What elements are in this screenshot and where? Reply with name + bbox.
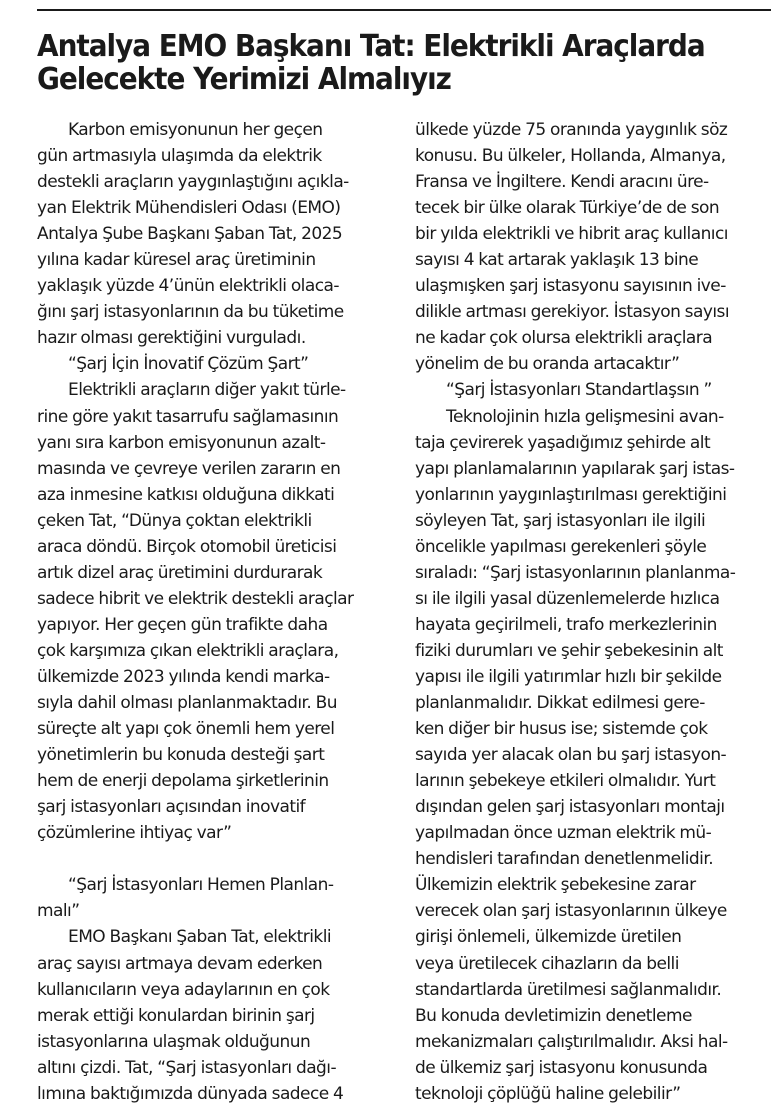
text-line: yapıyor. Her geçen gün trafikte daha: [37, 614, 328, 635]
headline-line: Antalya EMO Başkanı Tat: Elektrikli Araçlarda: [37, 29, 705, 64]
top-rule: [37, 9, 771, 11]
text-line: de ülkemiz şarj istasyonu konusunda: [415, 1057, 708, 1078]
text-line: yapısı ile ilgili yatırımlar hızlı bir şekilde: [415, 666, 722, 687]
text-line: Teknolojinin hızla gelişmesini avan-: [446, 406, 724, 427]
text-line: taja çevirerek yaşadığımız şehirde alt: [415, 432, 711, 453]
text-line: larının şebekeye etkileri olmalıdır. Yurt: [415, 771, 716, 792]
text-line: yönetimlerin bu konuda desteği şart: [37, 745, 325, 766]
text-line: çok karşımıza çıkan elektrikli araçlara,: [37, 640, 339, 661]
text-line: şarj istasyonları açısından inovatif: [37, 797, 306, 818]
text-line: ne kadar çok olursa elektrikli araçlara: [415, 328, 713, 349]
text-line: bir yılda elektrikli ve hibrit araç kullanıcı: [415, 224, 728, 245]
subheading: malı”: [37, 901, 80, 922]
text-line: yan Elektrik Mühendisleri Odası (EMO): [37, 198, 341, 219]
text-line: teknoloji çöplüğü haline gelebilir”: [415, 1083, 681, 1104]
text-line: yönelim de bu oranda artacaktır”: [415, 354, 680, 375]
text-line: Karbon emisyonunun her geçen: [68, 120, 323, 140]
text-line: söyleyen Tat, şarj istasyonları ile ilgili: [415, 510, 706, 531]
text-line: sı ile ilgili yasal düzenlemelerde hızlıca: [415, 588, 720, 609]
text-line: artık dizel araç üretimini durdurarak: [37, 562, 323, 583]
text-line: yonlarının yaygınlaştırılması gerektiğini: [415, 484, 727, 505]
text-line: hem de enerji depolama şirketlerinin: [37, 771, 329, 792]
text-line: ülkemizde 2023 yılında kendi marka-: [37, 666, 330, 687]
text-line: altını çizdi. Tat, “Şarj istasyonları dağı-: [37, 1057, 337, 1078]
text-line: araç sayısı artmaya devam ederken: [37, 953, 323, 974]
text-line: sayıda yer alacak olan bu şarj istasyon-: [415, 745, 727, 766]
text-line: EMO Başkanı Şaban Tat, elektrikli: [68, 927, 332, 948]
text-line: hazır olması gerektiğini vurguladı.: [37, 328, 306, 349]
text-line: araca döndü. Birçok otomobil üreticisi: [37, 536, 337, 557]
text-line: Ülkemizin elektrik şebekesine zarar: [415, 875, 696, 896]
text-line: veya üretilecek cihazların da belli: [415, 953, 679, 974]
text-line: yaklaşık yüzde 4’ünün elektrikli olaca-: [37, 276, 339, 297]
subheading: “Şarj İçin İnovatif Çözüm Şart”: [68, 354, 309, 375]
subheading: “Şarj İstasyonları Hemen Planlan-: [68, 875, 334, 896]
text-line: yılına kadar küresel araç üretiminin: [37, 250, 316, 271]
text-line: masında ve çevreye verilen zararın en: [37, 458, 341, 479]
text-line: aza inmesine katkısı olduğuna dikkati: [37, 484, 335, 505]
text-line: sadece hibrit ve elektrik destekli araçlar: [37, 588, 354, 609]
text-line: merak ettiği konulardan birinin şarj: [37, 1005, 315, 1026]
text-line: Bu konuda devletimizin denetleme: [415, 1005, 692, 1026]
text-line: dilikle artması gerekiyor. İstasyon sayısı: [415, 302, 730, 323]
left-column: [37, 117, 387, 1107]
text-line: dışından gelen şarj istasyonları montajı: [415, 797, 725, 818]
text-line: konusu. Bu ülkeler, Hollanda, Almanya,: [415, 146, 726, 167]
text-line: Fransa ve İngiltere. Kendi aracını üre-: [415, 172, 709, 193]
right-column: [415, 117, 775, 1107]
blank-line: [37, 846, 387, 872]
text-line: mekanizmaları çalıştırılmalıdır. Aksi hal-: [415, 1031, 728, 1052]
text-line: planlanmalıdır. Dikkat edilmesi gere-: [415, 693, 705, 714]
text-line: standartlarda üretilmesi sağlanmalıdır.: [415, 979, 722, 1000]
text-line: öncelikle yapılması gerekenleri şöyle: [415, 536, 707, 557]
text-line: ülkede yüzde 75 oranında yaygınlık söz: [415, 120, 728, 140]
text-line: istasyonlarına ulaşmak olduğunun: [37, 1031, 311, 1052]
text-line: destekli araçların yaygınlaştığını açıkla-: [37, 172, 349, 193]
text-line: sıraladı: “Şarj istasyonlarının planlanma-: [415, 562, 736, 583]
text-line: hayata geçirilmeli, trafo merkezlerinin: [415, 614, 717, 635]
text-line: gün artmasıyla ulaşımda da elektrik: [37, 146, 322, 167]
headline: [37, 30, 725, 96]
text-line: sıyla dahil olması planlanmaktadır. Bu: [37, 693, 337, 714]
text-line: lımına baktığımızda dünyada sadece 4: [37, 1083, 344, 1104]
text-line: süreçte alt yapı çok önemli hem yerel: [37, 719, 335, 740]
text-line: ken diğer bir husus ise; sistemde çok: [415, 719, 708, 740]
text-line: Antalya Şube Başkanı Şaban Tat, 2025: [37, 224, 343, 245]
text-line: rine göre yakıt tasarrufu sağlamasının: [37, 406, 339, 427]
text-line: Elektrikli araçların diğer yakıt türle-: [68, 380, 346, 401]
text-line: çözümlerine ihtiyaç var”: [37, 823, 232, 844]
text-line: tecek bir ülke olarak Türkiye’de de son: [415, 198, 720, 219]
text-line: hendisleri tarafından denetlenmelidir.: [415, 849, 714, 870]
text-line: girişi önlemeli, ülkemizde üretilen: [415, 927, 682, 948]
text-line: ulaşmışken şarj istasyonu sayısının ive-: [415, 276, 726, 297]
text-line: yanı sıra karbon emisyonunun azalt-: [37, 432, 326, 453]
text-line: sayısı 4 kat artarak yaklaşık 13 bine: [415, 250, 699, 271]
text-line: yapı planlamalarının yapılarak şarj istas-: [415, 458, 735, 479]
text-line: verecek olan şarj istasyonlarının ülkeye: [415, 901, 727, 922]
text-line: kullanıcıların veya adaylarının en çok: [37, 979, 330, 1000]
headline-line: Gelecekte Yerimizi Almalıyız: [37, 62, 451, 97]
text-line: ğını şarj istasyonlarının da bu tüketime: [37, 302, 344, 323]
text-line: çeken Tat, “Dünya çoktan elektrikli: [37, 510, 312, 531]
text-line: fiziki durumları ve şehir şebekesinin alt: [415, 640, 723, 661]
subheading: “Şarj İstasyonları Standartlaşsın ”: [446, 380, 712, 401]
text-line: yapılmadan önce uzman elektrik mü-: [415, 823, 712, 844]
